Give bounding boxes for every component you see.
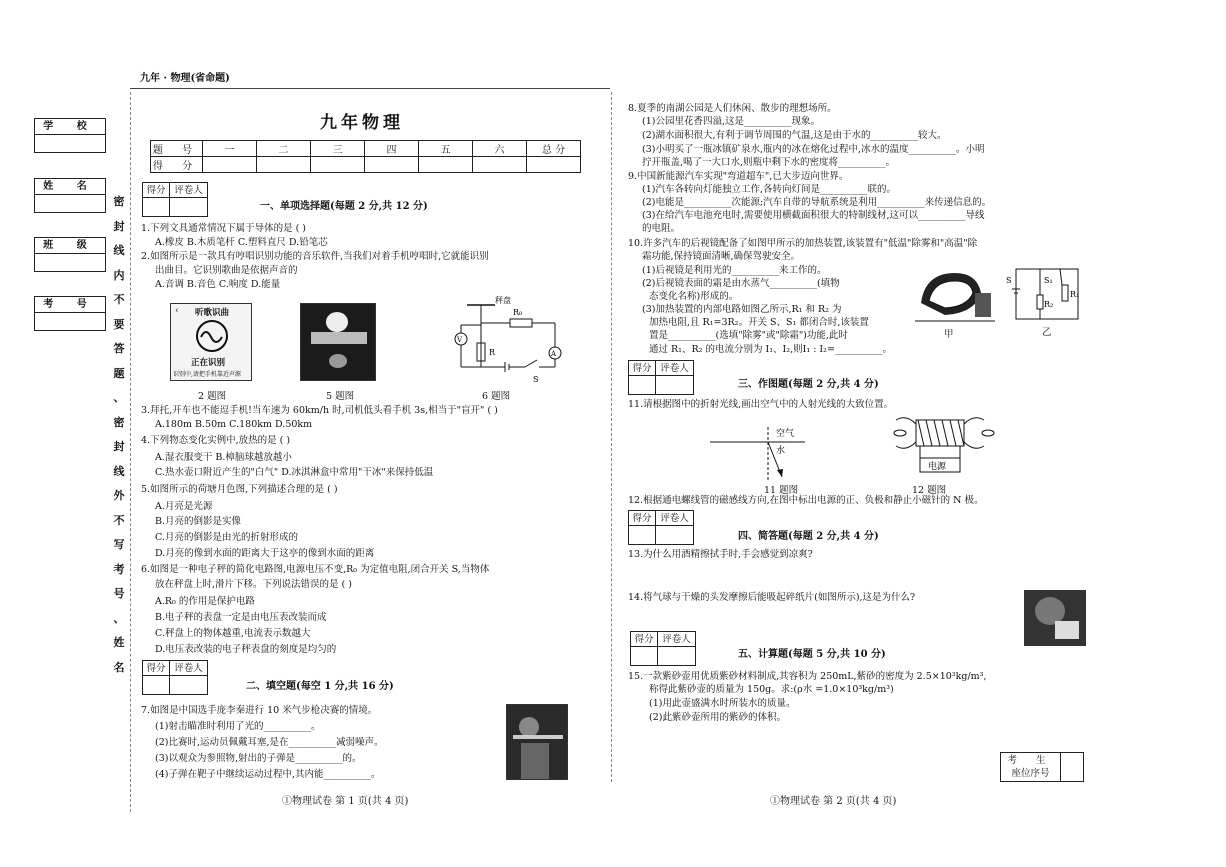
q9-blank-3b: 的电阻。 [642,223,681,234]
q15-stem-2: 称得此紫砂壶的质量为 150g。求:(ρ水 =1.0×10³kg/m³) [649,684,894,695]
q6-stem: 6.如图是一种电子秤的简化电路图,电源电压不变,R₀ 为定值电阻,闭合开关 S,当物体 [141,564,490,575]
q10-blank-2: (2)后视镜表面的霜是由水蒸气__________(填物 [642,278,840,289]
figure-2-app: ‹ 听歌识曲 正在识别 识别中,请把手机靠近声源 [170,303,252,381]
q14-stem: 14.将气球与干燥的头发摩擦后能吸起碎纸片(如图所示),这是为什么? [628,592,916,603]
q7-blank-1: (1)射击瞄准时利用了光的__________。 [155,721,321,732]
q13-stem: 13.为什么用酒精擦拭手时,手会感觉到凉爽? [628,549,813,560]
q8-blank-3: (3)小明买了一瓶冰镇矿泉水,瓶内的冰在熔化过程中,冰水的温度__________。小明 [642,144,985,155]
q8-blank-2: (2)湖水面积很大,有利于调节周围的气温,这是由于水的__________较大。 [642,130,947,141]
q6-option-b: B.电子秤的表盘一定是由电压表改装而成 [155,612,327,623]
pavilion-silhouette [311,332,367,344]
figure-2-caption: 2 题图 [198,391,227,402]
figure-11-caption: 11 题图 [764,485,799,496]
q3-stem: 3.拜托,开车也不能逗手机!当车速为 60km/h 时,司机低头看手机 3s,相当于"盲开" ( ) [141,405,498,416]
q4-options-ab: A.湿衣服变干 B.樟脑球越放越小 [155,452,292,463]
q8-stem: 8.夏季的南湖公园是人们休闲、散步的理想场所。 [628,103,837,114]
q10-sub-3: (3)加热装置的内部电路如图乙所示,R₁ 和 R₂ 为 [642,304,842,315]
q6-option-a: A.R₀ 的作用是保护电路 [155,596,255,607]
q5-option-c: C.月亮的倒影是由光的折射形成的 [155,532,298,543]
svg-text:R: R [489,348,496,357]
seat-label-2: 座位序号 [1011,768,1050,779]
svg-text:V: V [457,336,463,344]
q9-blank-2: (2)电能是__________次能源;汽车自带的导航系统是利用__________来传递信息的。 [642,197,992,208]
q4-stem: 4.下列物态变化实例中,放热的是 ( ) [141,435,291,446]
q7-blank-3: (3)以观众为参照物,射出的子弹是__________的。 [155,753,362,764]
figure-5-caption: 5 题图 [326,391,355,402]
svg-text:S: S [533,375,539,384]
section-2-heading: 二、填空题(每空 1 分,共 16 分) [246,681,394,692]
back-arrow-icon: ‹ [175,306,179,316]
center-fold [611,92,612,782]
svg-text:R₁: R₁ [1070,290,1080,299]
q9-stem: 9.中国新能源汽车实现"弯道超车",已大步迈向世界。 [628,171,849,182]
sound-wave-icon [195,319,229,353]
q1-stem: 1.下列文具通常情况下属于导体的是 ( ) [141,223,307,234]
q8-blank-4: 拧开瓶盖,喝了一大口水,则瓶中剩下水的密度将__________。 [642,157,896,168]
q10-blank-2b: 态变化名称)形成的。 [649,291,739,302]
grader-box-3: 得分 评卷人 [628,360,694,395]
svg-text:秤盘: 秤盘 [495,296,511,305]
footer-page-2: ①物理试卷 第 2 页(共 4 页) [770,796,897,807]
q5-option-b: B.月亮的倒影是实像 [155,516,242,527]
figure-10-label-jia: 甲 [944,329,954,340]
q10-blank-3: 置是__________(选填"除雾"或"除霜")功能,此时 [649,330,848,341]
q15-stem: 15.一款紫砂壶用优质紫砂材料制成,其容积为 250mL,紫砂的密度为 2.5×10³kg/m³, [628,671,987,682]
q2-stem-2: 出曲目。它识别歌曲是依据声音的 [155,265,298,276]
q10-stem: 10.许多汽车的后视镜配备了如图甲所示的加热装置,该装置有"低温"除雾和"高温"除 [628,238,978,249]
q15-sub-1: (1)用此壶盛满水时所装水的质量。 [649,698,796,709]
svg-text:R₂: R₂ [1044,300,1054,309]
section-1-heading: 一、单项选择题(每题 2 分,共 12 分) [260,201,428,212]
q15-sub-2: (2)此紫砂壶所用的紫砂的体积。 [649,712,786,723]
svg-text:电源: 电源 [928,462,947,472]
svg-text:空气: 空气 [776,429,795,439]
page-title: 九年物理 [320,113,404,133]
figure-6-circuit [445,287,575,387]
q10-stem-2: 霜功能,保持镜面清晰,确保驾驶安全。 [642,251,801,262]
seat-number-box[interactable] [1000,752,1084,782]
q10-blank-4: 通过 R₁、R₂ 的电流分别为 I₁、I₂,则I₁ : I₂=__________。 [649,344,892,355]
figure-10-label-yi: 乙 [1042,327,1052,338]
q3-options: A.180m B.50m C.180km D.50km [155,419,313,430]
seal-line [130,92,131,812]
q10-blank-1: (1)后视镜是利用光的__________来工作的。 [642,265,827,276]
svg-text:S: S [1006,276,1012,285]
figure-10-mirror [915,263,995,331]
moon [326,312,348,332]
grader-box-2: 得分 评卷人 [142,660,208,695]
q6-option-d: D.电压表改装的电子秤表盘的刻度是均匀的 [155,644,337,655]
section-4-heading: 四、简答题(每题 2 分,共 4 分) [738,531,879,542]
q8-blank-1: (1)公园里花香四溢,这是__________现象。 [642,116,820,127]
q7-blank-4: (4)子弹在靶子中继续运动过程中,其内能__________。 [155,769,381,780]
q2-options: A.音调 B.音色 C.响度 D.能量 [155,279,281,290]
q6-stem-2: 放在秤盘上时,滑片下移。下列说法错误的是 ( ) [155,579,352,590]
svg-text:R₀: R₀ [513,308,523,317]
q9-blank-3: (3)在给汽车电池充电时,需要使用横截面积很大的特制线材,这可以__________导线 [642,210,985,221]
name-field[interactable]: 姓 名 [34,178,106,213]
q10-sub-3b: 加热电阻,且 R₁=3R₂。开关 S、S₁ 都闭合时,该装置 [649,317,869,328]
section-5-heading: 五、计算题(每题 5 分,共 10 分) [738,649,886,660]
grader-box-5: 得分 评卷人 [630,631,696,666]
svg-text:A: A [551,350,557,358]
q7-stem: 7.如图是中国选手庞李秦进行 10 米气步枪决赛的情境。 [141,705,378,716]
figure-10-circuit [1006,263,1086,323]
figure-5-moon-pond [300,303,376,381]
header-rule [130,88,610,89]
figure-7-shooter-photo [506,704,568,780]
q7-blank-2: (2)比赛时,运动员佩戴耳塞,是在__________减弱噪声。 [155,737,384,748]
q5-option-a: A.月亮是光源 [155,501,213,512]
score-table: 题 号 一 二 三 四 五 六 总 分 得 分 [150,140,581,173]
q9-blank-1: (1)汽车各转向灯能独立工作,各转向灯间是__________联的。 [642,184,896,195]
q5-option-d: D.月亮的像到水面的距离大于这亭的像到水面的距离 [155,548,375,559]
q5-stem: 5.如图所示的荷塘月色图,下列描述合理的是 ( ) [141,484,338,495]
running-header: 九年 · 物理(省命题) [140,73,230,84]
q1-options: A.橡皮 B.木质笔杆 C.塑料直尺 D.铅笔芯 [155,237,328,248]
section-3-heading: 三、作图题(每题 2 分,共 4 分) [738,379,879,390]
figure-12-solenoid [880,414,1010,480]
q2-stem: 2.如图所示是一款具有哼唱识别功能的音乐软件,当我们对着手机哼唱时,它就能识别 [141,251,489,262]
school-field[interactable]: 学 校 [34,118,106,153]
q4-options-cd: C.热水壶口附近产生的"白气" D.冰淇淋盒中常用"干冰"来保持低温 [155,467,434,478]
seal-line-text: 密 封 线 内 不 要 答 题 、 密 封 线 外 不 写 考 号 、 姓 名 [113,195,125,674]
class-field[interactable]: 班 级 [34,237,106,272]
grader-box-4: 得分 评卷人 [628,510,694,545]
figure-6-caption: 6 题图 [482,391,511,402]
q11-stem: 11.请根据图中的折射光线,画出空气中的人射光线的大致位置。 [628,399,894,410]
figure-14-balloon-photo [1024,590,1086,646]
figure-12-caption: 12 题图 [912,485,947,496]
svg-text:水: 水 [776,446,786,456]
svg-text:S₁: S₁ [1044,276,1053,285]
exam-number-field[interactable]: 考 号 [34,296,106,331]
footer-page-1: ①物理试卷 第 1 页(共 4 页) [282,796,409,807]
moon-reflection [329,354,347,368]
grader-box-1: 得分 评卷人 [142,182,208,217]
q12-stem: 12.根据通电螺线管的磁感线方向,在图中标出电源的正、负极和静止小磁针的 N 极。 [628,495,984,506]
seat-label-1: 考 生 [1007,755,1054,766]
q6-option-c: C.秤盘上的物体越重,电流表示数越大 [155,628,311,639]
